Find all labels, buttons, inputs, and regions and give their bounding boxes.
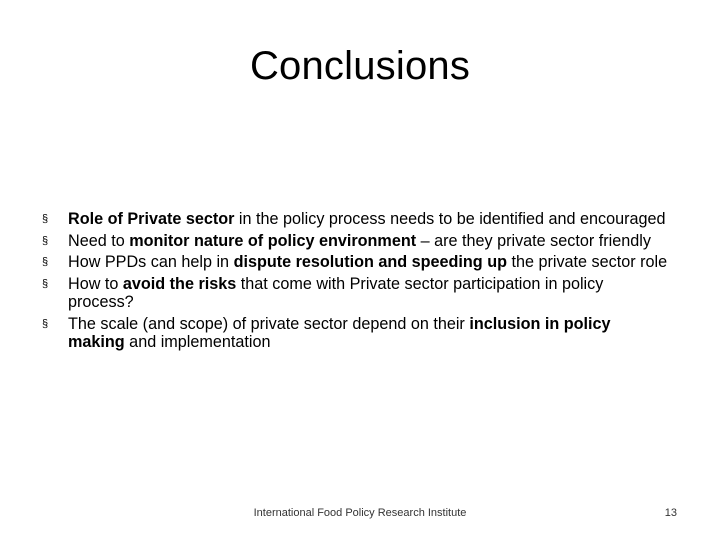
slide-title: Conclusions [249,44,471,88]
bullet-text-emphasis: monitor nature of policy environment [129,231,417,250]
bullet-item [40,232,670,251]
bullet-text: How to [68,274,123,293]
bullet-text-emphasis: inclusion in policy making [68,314,611,351]
bullet-marker-icon: § [42,277,49,290]
bullet-item [40,253,670,272]
bullet-text: – are they private sector friendly [416,231,651,250]
bullet-text: and implementation [124,333,271,351]
bullet-text: that come with Private sector participation in policy process? [68,274,604,311]
bullet-item [40,210,670,229]
bullet-marker-icon: § [42,256,49,268]
bullet-text: the private sector role [506,253,668,271]
bullet-text: The scale (and scope) of private sector depend on their [68,314,470,333]
bullet-text: How PPDs can help in [68,253,234,271]
bullet-text: in the policy process needs to be identified and encouraged [234,210,666,228]
page-number: 13 [664,507,677,519]
bullet-list [40,210,670,355]
footer-institute: International Food Policy Research Institute [253,507,467,519]
bullet-marker-icon: § [42,317,49,330]
bullet-text-emphasis: Role of Private sector [68,210,235,228]
bullet-item [40,275,670,312]
bullet-marker-icon: § [42,234,49,247]
bullet-marker-icon: § [42,213,49,225]
bullet-item [40,315,670,352]
bullet-text: Need to [68,231,130,250]
bullet-text-emphasis: dispute resolution and speeding up [233,253,507,271]
bullet-text-emphasis: avoid the risks [122,274,237,293]
